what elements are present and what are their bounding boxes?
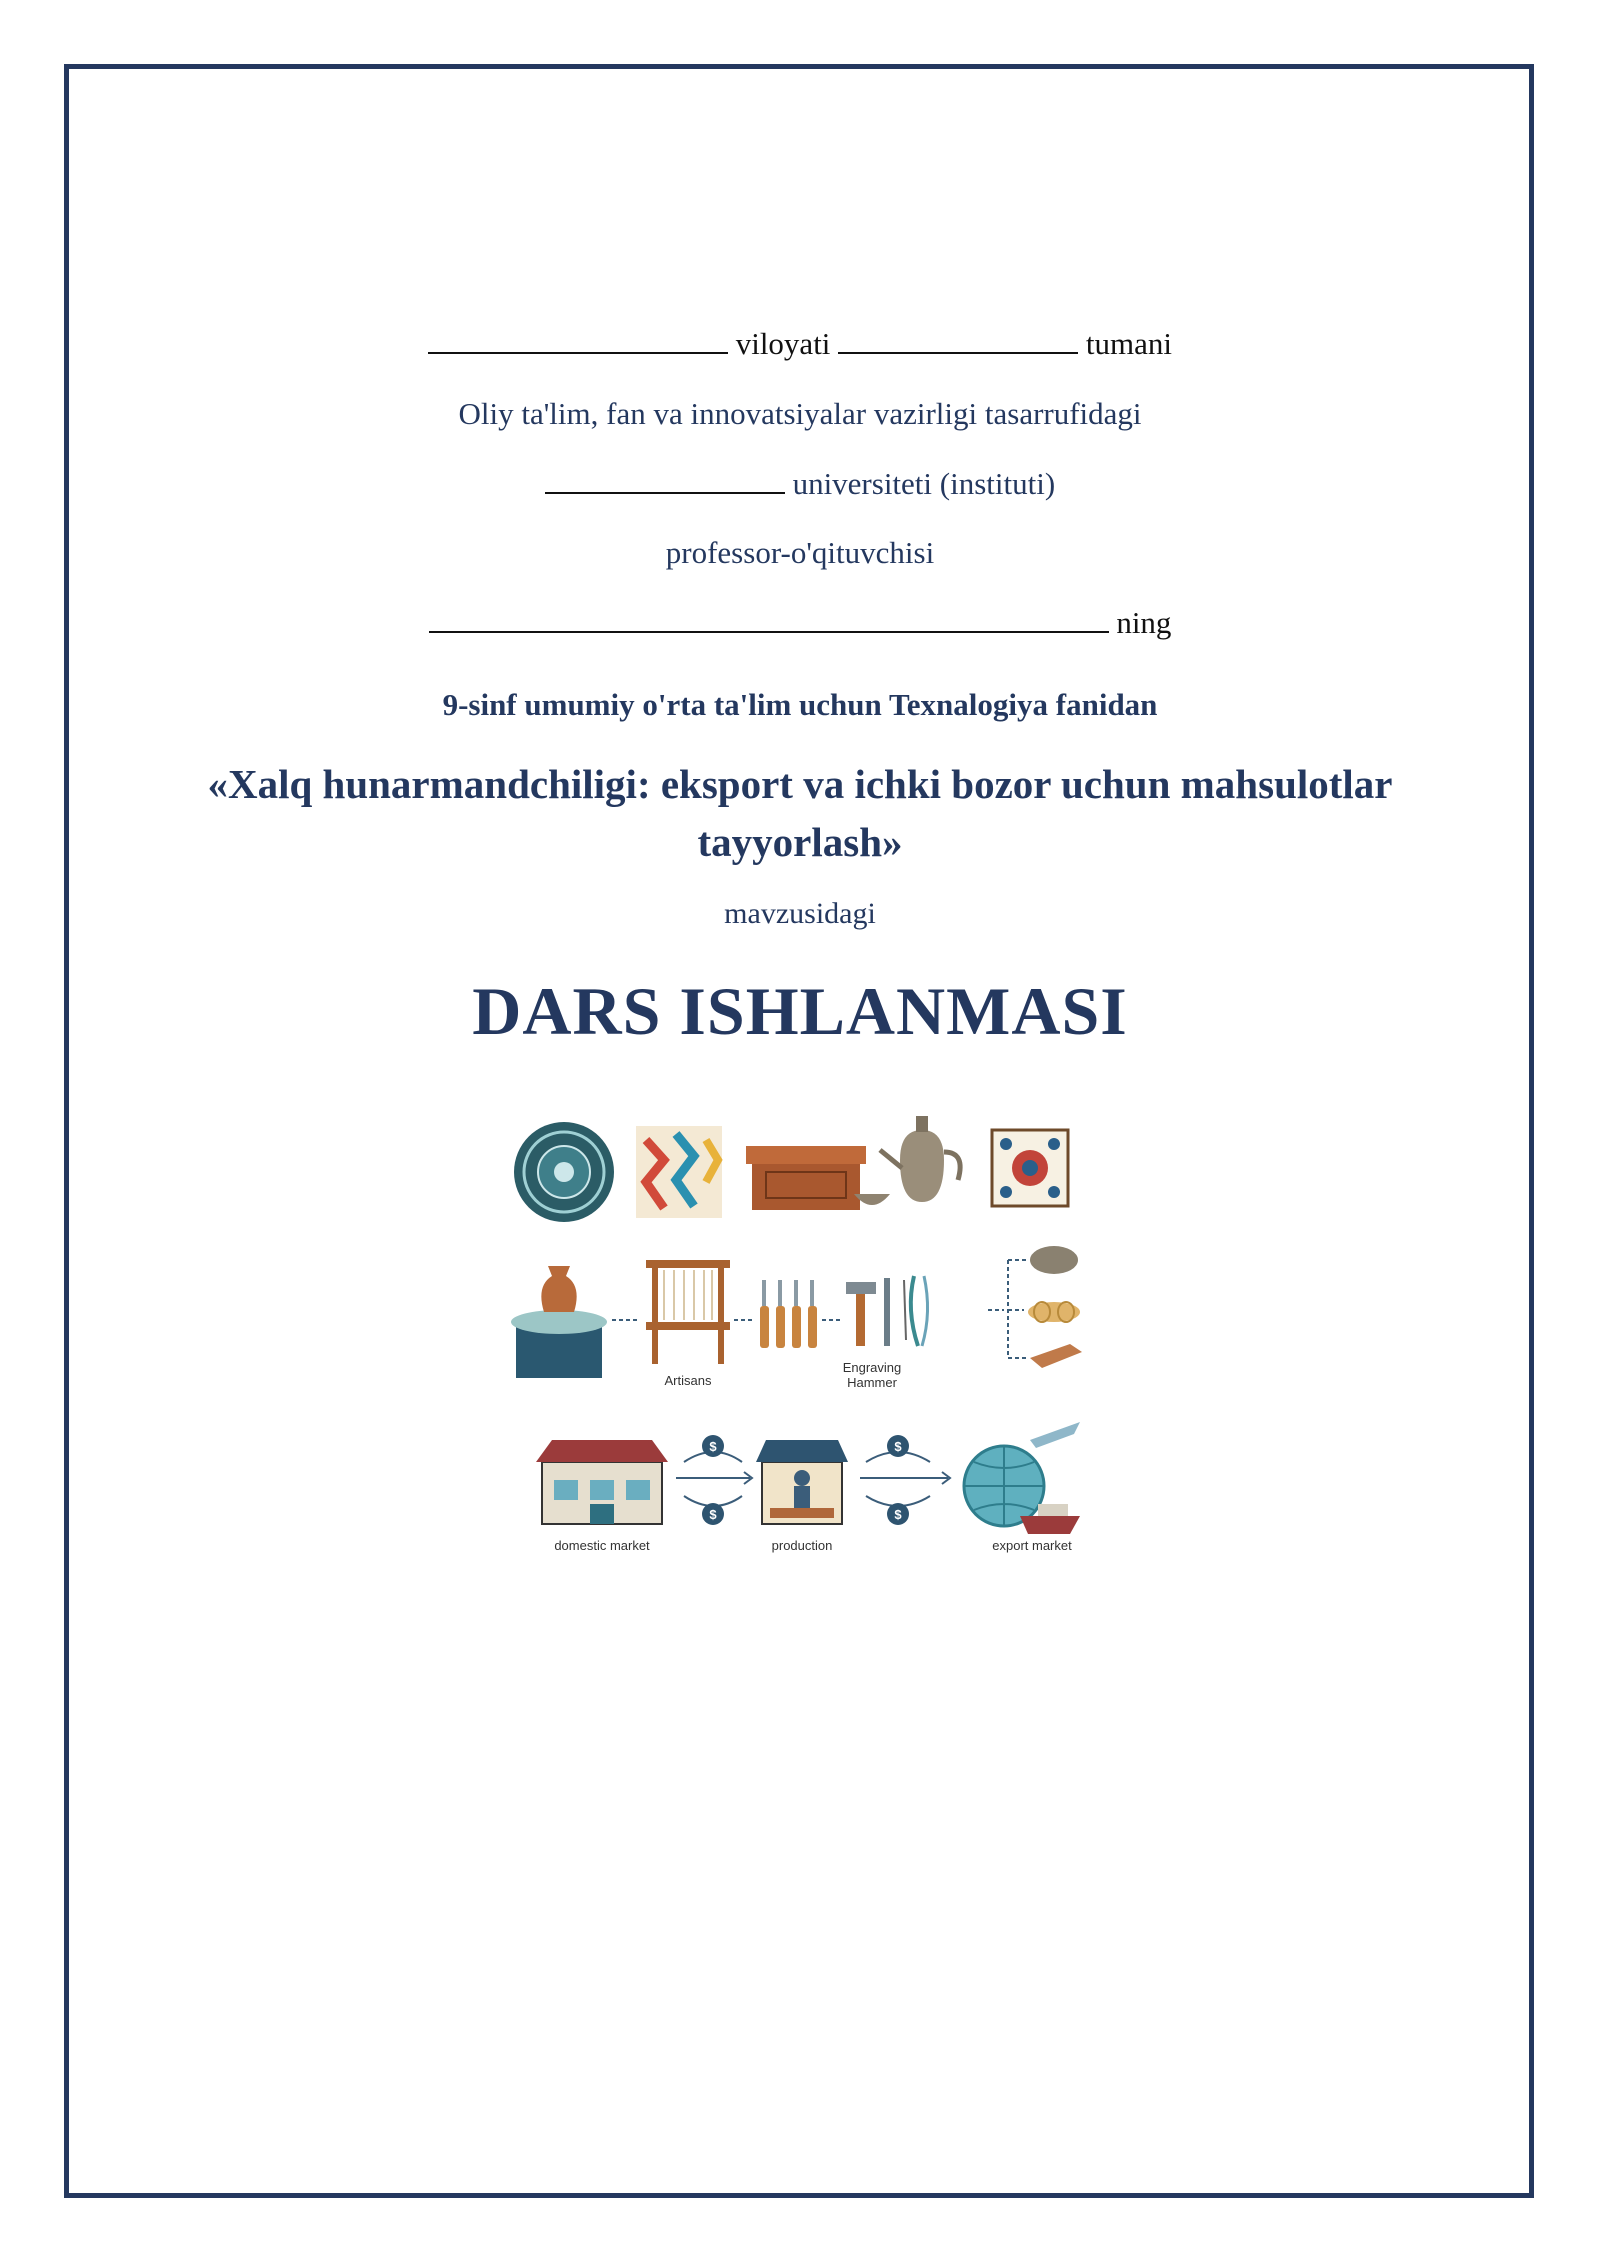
document-type-heading: DARS ISHLANMASI bbox=[472, 973, 1128, 1049]
university-suffix: universiteti (instituti) bbox=[792, 466, 1056, 501]
course-line: 9-sinf umumiy o'rta ta'lim uchun Texnalogiya fanidan bbox=[442, 687, 1158, 722]
threads-and-needle-icon bbox=[904, 1276, 928, 1346]
name-suffix: ning bbox=[1116, 605, 1172, 640]
dollar-symbol: $ bbox=[709, 1439, 717, 1454]
production-shop-icon bbox=[756, 1440, 848, 1553]
dollar-symbol: $ bbox=[894, 1439, 902, 1454]
dollar-symbol: $ bbox=[894, 1507, 902, 1522]
dollar-symbol: $ bbox=[709, 1507, 717, 1522]
region-suffix: viloyati bbox=[735, 326, 831, 361]
engraving-label: Engraving bbox=[842, 1360, 902, 1375]
teapot-and-bowl-icon bbox=[854, 1116, 960, 1205]
engraving-hammer-icon bbox=[843, 1278, 902, 1390]
district-suffix: tumani bbox=[1085, 326, 1173, 361]
artisans-label: Artisans bbox=[664, 1373, 712, 1388]
raw-materials-icon bbox=[1008, 1246, 1082, 1368]
pottery-wheel-icon bbox=[511, 1266, 607, 1378]
region-blank[interactable] bbox=[428, 326, 728, 354]
author-name-blank[interactable] bbox=[429, 605, 1109, 633]
carved-box-icon bbox=[746, 1146, 866, 1210]
author-name-line bbox=[0, 605, 1600, 641]
district-blank[interactable] bbox=[838, 326, 1078, 354]
region-district-line bbox=[0, 326, 1600, 362]
topic-title: «Xalq hunarmandchiligi: eksport va ichki bozor uchun mahsulotlar tayyorlash» bbox=[207, 761, 1393, 865]
production-label: production bbox=[771, 1538, 833, 1553]
hammer-label: Hammer bbox=[847, 1375, 897, 1390]
ministry-line: Oliy ta'lim, fan va innovatsiyalar vazirligi tasarrufidagi bbox=[458, 396, 1142, 431]
weaving-loom-icon bbox=[646, 1260, 730, 1388]
export-market-label: export market bbox=[992, 1538, 1072, 1553]
ikat-fabric-icon bbox=[636, 1126, 722, 1218]
university-blank[interactable] bbox=[545, 466, 785, 494]
ornamental-tile-icon bbox=[992, 1130, 1068, 1206]
domestic-market-icon bbox=[536, 1440, 668, 1553]
carving-chisels-icon bbox=[760, 1280, 817, 1348]
topic-suffix: mavzusidagi bbox=[724, 897, 876, 930]
position-line: professor-o'qituvchisi bbox=[665, 535, 935, 570]
crafts-illustration bbox=[470, 1090, 1134, 1580]
export-globe-icon bbox=[964, 1422, 1080, 1553]
university-line bbox=[0, 466, 1600, 502]
ceramic-plate-icon bbox=[514, 1122, 614, 1222]
domestic-market-label: domestic market bbox=[554, 1538, 650, 1553]
